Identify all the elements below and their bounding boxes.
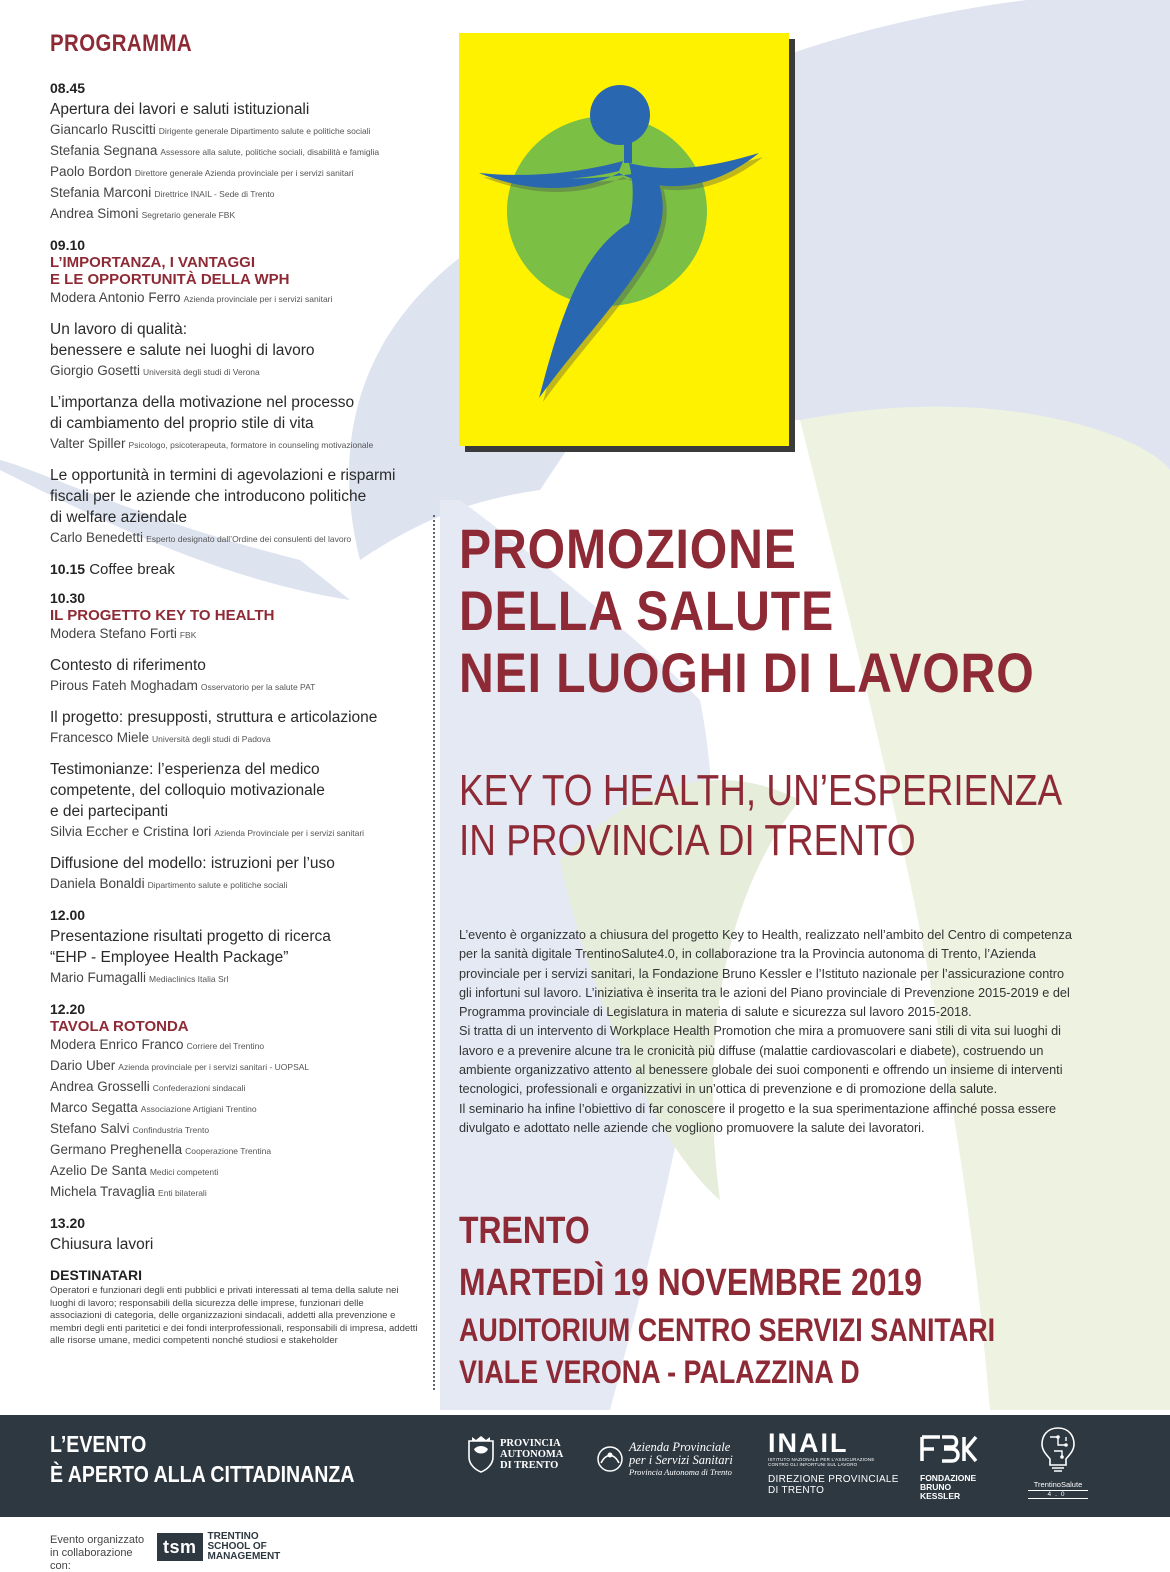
- event-address: VIALE VERONA - PALAZZINA D: [459, 1354, 860, 1390]
- session1-title: L’IMPORTANZA, I VANTAGGI E LE OPPORTUNITÀ DELLA WPH: [50, 254, 290, 288]
- roundtable-block: [50, 1001, 420, 1203]
- recipients-text: Operatori e funzionari degli enti pubblici e privati interessati al tema della salute nei luoghi di lavoro; responsabili della sicurezza delle imprese, funzionari delle associazioni di categoria, delle organizzazioni sindacali, addetti alla prevenzione e membri degli enti paritetici e dei fondi interprofessionali, responsabili di impresa, addetti alle risorse umane, medici competenti nonché studiosi e stakeholder: [50, 1285, 418, 1346]
- brain-bulb-icon: [1038, 1425, 1078, 1473]
- subtitle: KEY TO HEALTH, UN’ESPERIENZA IN PROVINCIA DI TRENTO: [459, 766, 1063, 865]
- speaker: Pirous Fateh Moghadam Osservatorio per la salute PAT: [50, 678, 316, 693]
- roundtable-title: TAVOLA ROTONDA: [50, 1018, 189, 1035]
- closing-title: Chiusura lavori: [50, 1236, 154, 1253]
- speaker: Giancarlo Ruscitti Dirigente generale Dipartimento salute e politiche sociali: [50, 122, 371, 137]
- event-details: [459, 1205, 1047, 1393]
- closing-block: [50, 1215, 420, 1255]
- fbk-logo: FONDAZIONE BRUNO KESSLER: [920, 1433, 990, 1501]
- pat-crest-icon: [466, 1435, 496, 1473]
- speaker: Carlo Benedetti Esperto designato dall’Ordine dei consulenti del lavoro: [50, 530, 352, 545]
- session1-time: 09.10: [50, 237, 86, 253]
- research-block: [50, 907, 420, 989]
- recipients-title: DESTINATARI: [50, 1267, 143, 1283]
- speaker: Giorgio Gosetti Università degli studi di Verona: [50, 363, 260, 378]
- speaker: Silvia Eccher e Cristina Iori Azienda Provinciale per i servizi sanitari: [50, 824, 365, 839]
- moderator: Modera Stefano Forti FBK: [50, 626, 197, 641]
- pat-logo: PROVINCIA AUTONOMA DI TRENTO: [466, 1435, 563, 1473]
- talk-title: Un lavoro di qualità: benessere e salute nei luoghi di lavoro: [50, 321, 315, 359]
- recipients-block: [50, 1267, 420, 1348]
- speaker: Paolo Bordon Direttore generale Azienda provinciale per i servizi sanitari: [50, 164, 354, 179]
- roundtable-time: 12.20: [50, 1001, 86, 1017]
- participant: Germano Preghenella Cooperazione Trentina: [50, 1142, 272, 1157]
- fbk-icon: [920, 1433, 980, 1465]
- speaker: Daniela Bonaldi Dipartimento salute e politiche sociali: [50, 876, 288, 891]
- participant: Modera Enrico Franco Corriere del Trentino: [50, 1037, 265, 1052]
- session2-time: 10.30: [50, 590, 86, 606]
- speaker: Mario Fumagalli Mediaclinics Italia Srl: [50, 970, 229, 985]
- participant: Andrea Grosselli Confederazioni sindacali: [50, 1079, 246, 1094]
- talk-title: Contesto di riferimento: [50, 657, 206, 674]
- talk-title: L’importanza della motivazione nel processo di cambiamento del proprio stile di vita: [50, 394, 355, 432]
- talk-title: Il progetto: presupposti, struttura e articolazione: [50, 709, 378, 726]
- opening-block: [50, 80, 420, 225]
- participant: Marco Segatta Associazione Artigiani Trentino: [50, 1100, 257, 1115]
- talk-title: Le opportunità in termini di agevolazioni e risparmi fiscali per le aziende che introducono politiche di welfare aziendale: [50, 467, 396, 526]
- apss-emblem-icon: [596, 1445, 624, 1473]
- footer-message: L’EVENTO È APERTO ALLA CITTADINANZA: [50, 1431, 355, 1487]
- participant: Stefano Salvi Confindustria Trento: [50, 1121, 210, 1136]
- tsm-logo: tsm TRENTINO SCHOOL OF MANAGEMENT: [157, 1532, 280, 1562]
- speaker: Andrea Simoni Segretario generale FBK: [50, 206, 236, 221]
- dotted-divider: [433, 515, 435, 1390]
- research-time: 12.00: [50, 907, 86, 923]
- participant: Dario Uber Azienda provinciale per i servizi sanitari - UOPSAL: [50, 1058, 310, 1073]
- figure-logo: [459, 33, 789, 446]
- participant: Azelio De Santa Medici competenti: [50, 1163, 219, 1178]
- speaker: Francesco Miele Università degli studi di Padova: [50, 730, 271, 745]
- event-description: L’evento è organizzato a chiusura del progetto Key to Health, realizzato nell’ambito del Centro di competenza per la sanità digitale TrentinoSalute4.0, in collaborazione tra la Provincia autonoma di Trento, l’Azienda provinciale per i servizi sanitari, la Fondazione Bruno Kessler e l’Istituto nazionale per l’assicurazione contro gli infortuni sul lavoro. L’iniziativa è inserita tra le azioni del Piano provinciale di Prevenzione 2015-2019 e del Programma provinciale di Legislatura in materia di salute e sicurezza sul lavoro 2015-2018. Si tratta di un intervento di Workplace Health Promotion che mira a promuovere sani stili di vita sui luoghi di lavoro e a prevenire alcune tra le cronicità più diffuse (malattie cardiovascolari e diabete), costruendo un ambiente organizzativo attento al benessere globale dei suoi componenti e offrendo un insieme di interventi tecnologici, professionali e organizzativi in un’ottica di prevenzione e di promozione della salute. Il seminario ha infine l’obiettivo di far conoscere il progetto e la sua sperimentazione affinché possa essere divulgato e adottato nelle aziende che vogliono promuovere la salute dei lavoratori.: [459, 928, 1072, 1135]
- talk-title: Testimonianze: l’esperienza del medico competente, del colloquio motivazionale e dei partecipanti: [50, 761, 325, 820]
- talk-title: Diffusione del modello: istruzioni per l’uso: [50, 855, 335, 872]
- speaker: Valter Spiller Psicologo, psicoterapeuta, formatore in counseling motivazionale: [50, 436, 374, 451]
- main-title: PROMOZIONE DELLA SALUTE NEI LUOGHI DI LAVORO: [459, 517, 1035, 704]
- programme-column: [50, 30, 420, 1348]
- inail-logo: INAIL ISTITUTO NAZIONALE PER L’ASSICURAZIONE CONTRO GLI INFORTUNI SUL LAVORO DIREZIONE PROVINCIALE DI TRENTO: [768, 1428, 899, 1496]
- event-venue: AUDITORIUM CENTRO SERVIZI SANITARI: [459, 1312, 996, 1348]
- speaker: Stefania Segnana Assessore alla salute, politiche sociali, disabilità e famiglia: [50, 143, 380, 158]
- session1-block: [50, 237, 420, 549]
- apss-logo: Azienda Provinciale per i Servizi Sanitari Provincia Autonoma di Trento: [596, 1441, 733, 1477]
- session2-block: [50, 590, 420, 895]
- moderator: Modera Antonio Ferro Azienda provinciale per i servizi sanitari: [50, 290, 333, 305]
- speaker: Stefania Marconi Direttrice INAIL - Sede di Trento: [50, 185, 275, 200]
- event-date: MARTEDÌ 19 NOVEMBRE 2019: [459, 1262, 922, 1304]
- research-title: Presentazione risultati progetto di ricerca “EHP - Employee Health Package”: [50, 928, 331, 966]
- session2-title: IL PROGETTO KEY TO HEALTH: [50, 607, 275, 624]
- opening-title: Apertura dei lavori e saluti istituzionali: [50, 101, 310, 118]
- closing-time: 13.20: [50, 1215, 86, 1231]
- footer-bar: [0, 1415, 1170, 1517]
- event-city: TRENTO: [459, 1210, 590, 1252]
- participant: Michela Travaglia Enti bilaterali: [50, 1184, 207, 1199]
- organizer-text: Evento organizzato in collaborazione con:: [50, 1534, 145, 1572]
- coffee-break: 10.15 Coffee break: [50, 561, 175, 578]
- programme-heading: PROGRAMMA: [50, 30, 193, 57]
- trentinosalute-logo: TrentinoSalute 4.0: [1022, 1425, 1094, 1500]
- opening-time: 08.45: [50, 80, 86, 96]
